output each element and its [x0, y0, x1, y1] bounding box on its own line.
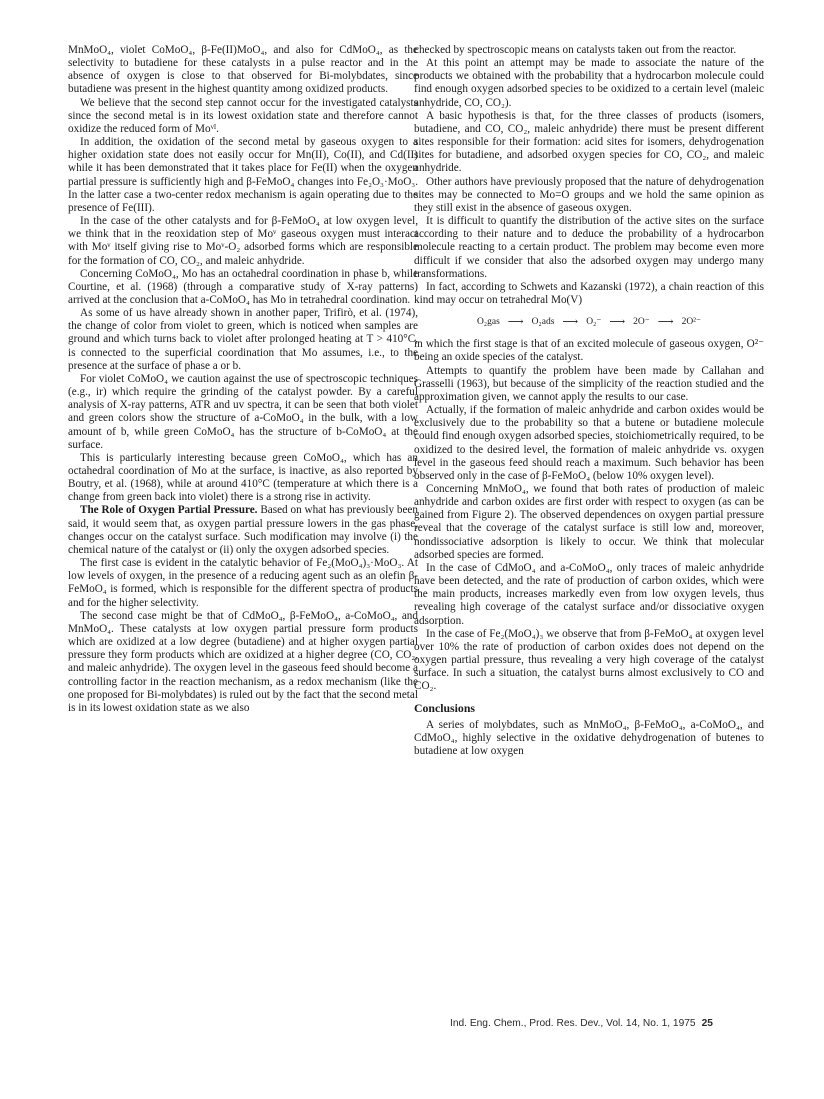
- arrow-icon: ⟶: [507, 316, 524, 329]
- paragraph: In fact, according to Schwets and Kazanski (1972), a chain reaction of this kind may occur on tetrahedral Mo(V): [414, 280, 764, 306]
- arrow-icon: ⟶: [609, 316, 626, 329]
- paragraph: checked by spectroscopic means on catalysts taken out from the reactor.: [414, 44, 737, 56]
- equation-species: O₂gas: [476, 317, 500, 328]
- equation-species: 2O⁻: [633, 317, 650, 328]
- paragraph: In the case of the other catalysts and for β-FeMoO₄ at low oxygen level, we think that in the reoxidation step of Moᵛ gaseous oxygen must interact with Moᵛ itself giving rise to Moᵛ-O₂ adsorbed forms which are responsible for the formation of CO, CO₂, and maleic anhydride.: [68, 215, 418, 267]
- left-column: [68, 44, 418, 715]
- paragraph: The second case might be that of CdMoO₄, β-FeMoO₄, a-CoMoO₄, and MnMoO₄. These catalysts at low oxygen partial pressure form products which are oxidized at a low degree (butadiene) and at higher oxygen partial pressure they form products which are oxidized at a higher degree (CO, CO₂, and maleic anhydride). The oxygen level in the gaseous feed should become a controlling factor in the reaction mechanism, as a redox mechanism (like the one proposed for Bi-molybdates) is ruled out by the fact that the second metal is in its lowest oxidation state as we also: [68, 609, 418, 714]
- equation-species: O₂⁻: [586, 317, 602, 328]
- paragraph: Concerning CoMoO₄, Mo has an octahedral coordination in phase b, while Courtine, et al. (1968) (through a comparative study of X-ray patterns) arrived at the conclusion that a-CoMoO₄ has Mo in tetrahedral coordination.: [68, 267, 418, 306]
- equation-species: O₂ads: [531, 317, 555, 328]
- paragraph: A basic hypothesis is that, for the three classes of products (isomers, butadiene, and CO, CO₂, maleic anhydride) there must be present different sites responsible for their formation: acid sites for isomers, dehydrogenation sites for butadiene, and adsorbed oxygen species for CO, CO₂, and maleic anhydride.: [414, 109, 764, 175]
- paragraph: It is difficult to quantify the distribution of the active sites on the surface according to their nature and to deduce the probability of a hydrocarbon molecule reacting to a certain product. The problem may become even more difficult if we consider that also the adsorbed oxygen may undergo many transformations.: [414, 215, 764, 280]
- reaction-equation: [414, 316, 764, 329]
- paragraph: In the case of Fe₂(MoO₄)₃ we observe that from β-FeMoO₄ at oxygen level over 10% the rate of production of carbon oxides does not depend on the oxygen partial pressure, thus revealing a very high coverage of the catalyst surface. In such a situation, the catalyst burns almost exclusively to CO and CO₂.: [414, 627, 764, 693]
- paragraph: Attempts to quantify the problem have been made by Callahan and Grasselli (1963), but because of the simplicity of the reaction studied and the approximation given, we cannot apply the results to our case.: [414, 364, 764, 403]
- paragraph: Actually, if the formation of maleic anhydride and carbon oxides would be exclusively due to the probability so that a butene or butadiene molecule could find enough oxygen adsorbed species, stoichiometrically required, to be oxidized to the desired level, the formation of maleic anhydride vs. oxygen level in the gaseous feed should reach a maximum. Such behavior has been observed only in the case of β-FeMoO₄ (below 10% oxygen level).: [414, 404, 764, 482]
- arrow-icon: ⟶: [562, 316, 579, 329]
- page-footer: [450, 1018, 713, 1029]
- arrow-icon: ⟶: [657, 316, 674, 329]
- paragraph: This is particularly interesting because green CoMoO₄, which has an octahedral coordination of Mo at the surface, is inactive, as also reported by Boutry, et al. (1968), while at around 410°C (temperature at which there is a change from green back into violet) there is a strong rise in activity.: [68, 451, 418, 504]
- section-heading-oxygen-partial-pressure: The Role of Oxygen Partial Pressure.: [80, 504, 258, 517]
- paragraph: At this point an attempt may be made to associate the nature of the products we obtained with the probability that a hydrocarbon molecule could find enough oxygen adsorbed species to be oxidized to a certain level (maleic anhydride, CO, CO₂).: [414, 57, 764, 109]
- paragraph: We believe that the second step cannot occur for the investigated catalysts since the second metal is in its lowest oxidation state and therefore cannot oxidize the reduced form of Moᵛᴵ.: [68, 96, 418, 135]
- paragraph: in which the first stage is that of an excited molecule of gaseous oxygen, O²⁻ being an oxide species of the catalyst.: [414, 338, 764, 364]
- paragraph: In addition, the oxidation of the second metal by gaseous oxygen to a higher oxidation state does not easily occur for Mn(II), Co(II), and Cd(II) while it has been demonstrated that it takes place for Fe(II) when the oxygen partial pressure is sufficiently high and β-FeMoO₄ changes into Fe₂O₃·MoO₃. In the latter case a two-center redox mechanism is again operating due to the presence of Fe(III).: [68, 136, 418, 214]
- paragraph: A series of molybdates, such as MnMoO₄, β-FeMoO₄, a-CoMoO₄, and CdMoO₄, highly selective in the oxidative dehydrogenation of butenes to butadiene at low oxygen: [414, 718, 764, 757]
- paragraph: The first case is evident in the catalytic behavior of Fe₂(MoO₄)₃·MoO₃. At low levels of oxygen, in the presence of a reducing agent such as an olefin β-FeMoO₄ is formed, which is responsible for the different spectra of products and for the higher selectivity.: [68, 557, 418, 609]
- journal-citation: Ind. Eng. Chem., Prod. Res. Dev., Vol. 14, No. 1, 1975: [450, 1018, 696, 1029]
- section-heading-conclusions: Conclusions: [414, 700, 475, 715]
- page-number: 25: [701, 1018, 713, 1029]
- right-column: [414, 44, 764, 758]
- paragraph: Other authors have previously proposed that the nature of dehydrogenation sites may be connected to Mo=O groups and we hold the same opinion as they still exist in the absence of gaseous oxygen.: [414, 175, 764, 214]
- paragraph: For violet CoMoO₄ we caution against the use of spectroscopic techniques (e.g., ir) which require the grinding of the catalyst powder. By a careful analysis of X-ray patterns, ATR and uv spectra, it can be seen that both violet and green colors show the structure of a-CoMoO₄ in the bulk, with a low amount of b, while green CoMoO₄ has the structure of b-CoMoO₄ at the surface.: [68, 372, 418, 451]
- paragraph: MnMoO₄, violet CoMoO₄, β-Fe(II)MoO₄, and also for CdMoO₄, as the selectivity to butadiene for these catalysts in a pulse reactor and in the absence of oxygen is close to that observed for Bi-molybdates, since butadiene was present in the highest quantity among oxidized products.: [68, 44, 418, 96]
- equation-species: 2O²⁻: [681, 317, 702, 328]
- section-text: Based on what has previously been said, it would seem that, as oxygen partial pressure lowers in the gas phase, changes occur on the catalyst surface. Such modification may involve (i) the chemical nature of the catalyst or (ii) only the oxygen adsorbed species.: [68, 504, 418, 556]
- section-paragraph: [68, 504, 418, 557]
- paragraph: In the case of CdMoO₄ and a-CoMoO₄, only traces of maleic anhydride have been detected, and the rate of production of carbon oxides, which were the main products, increases markedly even from low oxygen levels, thus revealing high coverage of the catalyst surface and/or dissociative oxygen adsorption.: [414, 561, 764, 627]
- paragraph: Concerning MnMoO₄, we found that both rates of production of maleic anhydride and carbon oxides are first order with respect to oxygen (as can be gained from Figure 2). The observed dependences on oxygen partial pressure reveal that the coverage of the catalyst surface is still low and, moreover, nondissociative adsorption is likely to occur. We think that molecular adsorbed species are formed.: [414, 483, 764, 561]
- paragraph: As some of us have already shown in another paper, Trifirò, et al. (1974), the change of color from violet to green, which is noticed when samples are ground and which turns back to violet after prolonged heating at T > 410°C, is connected to the superficial coordination that Mo assumes, i.e., to the presence at the surface of phase a or b.: [68, 307, 418, 372]
